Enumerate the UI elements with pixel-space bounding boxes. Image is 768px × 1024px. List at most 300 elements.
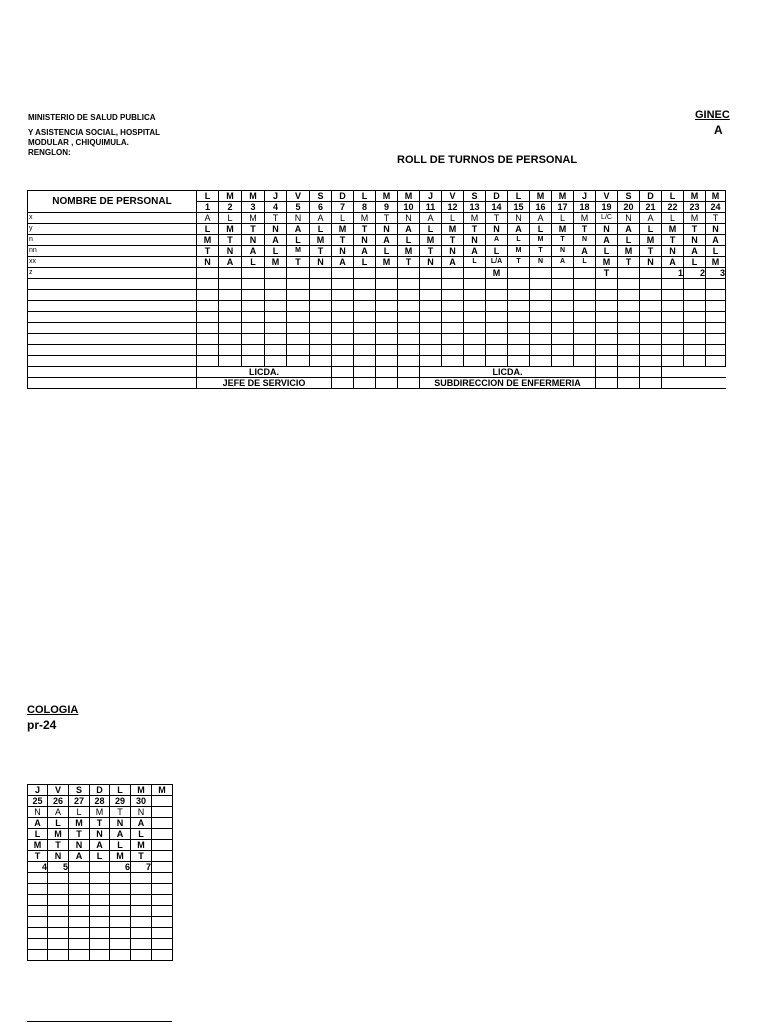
- empty-cell: [684, 356, 706, 367]
- shift-cell: T: [265, 213, 287, 224]
- empty-cell: [197, 323, 219, 334]
- shift-cell: A: [552, 257, 574, 268]
- shift-cell: L: [442, 213, 464, 224]
- shift-cell: M: [287, 246, 310, 257]
- empty-cell: [662, 367, 726, 378]
- empty-row: [28, 290, 726, 301]
- day-letter-cell: V: [287, 191, 310, 202]
- empty-cell: [69, 917, 90, 928]
- day-letter-cell: S: [310, 191, 332, 202]
- shift-cell: [530, 268, 552, 279]
- shift-cell: A: [354, 246, 376, 257]
- shift-cell: L: [552, 213, 574, 224]
- day-letter-cell: L: [354, 191, 376, 202]
- empty-cell: [442, 356, 464, 367]
- shift-cell: A: [464, 246, 486, 257]
- empty-cell: [530, 323, 552, 334]
- empty-cell: [28, 323, 197, 334]
- empty-cell: [376, 356, 398, 367]
- shift-cell: L: [48, 818, 69, 829]
- shift-cell: L: [596, 246, 618, 257]
- empty-cell: [332, 367, 354, 378]
- shift-cell: L: [706, 246, 726, 257]
- empty-cell: [486, 279, 508, 290]
- empty-cell: [219, 279, 242, 290]
- empty-row: [28, 334, 726, 345]
- shift-cell: L: [90, 851, 110, 862]
- empty-cell: [242, 301, 265, 312]
- empty-cell: [376, 290, 398, 301]
- shift-cell: [376, 268, 398, 279]
- shift-cell: A: [242, 246, 265, 257]
- empty-row: [28, 917, 173, 928]
- empty-cell: [706, 356, 726, 367]
- day-number-cell: 13: [464, 202, 486, 213]
- empty-cell: [332, 301, 354, 312]
- day-number-cell: 27: [69, 796, 90, 807]
- staff-row: [28, 257, 726, 268]
- staff-row: [28, 268, 726, 279]
- empty-cell: [618, 378, 640, 389]
- shift-cell: T: [354, 224, 376, 235]
- staff-row: [28, 851, 173, 862]
- empty-cell: [110, 884, 131, 895]
- empty-cell: [110, 895, 131, 906]
- shift-cell: [398, 268, 420, 279]
- day-letter-cell: D: [90, 785, 110, 796]
- shift-cell: M: [69, 818, 90, 829]
- empty-cell: [574, 301, 596, 312]
- empty-cell: [152, 873, 173, 884]
- shift-cell: M: [662, 224, 684, 235]
- shift-cell: T: [110, 807, 131, 818]
- empty-cell: [131, 884, 152, 895]
- empty-cell: [706, 301, 726, 312]
- empty-cell: [219, 345, 242, 356]
- signature-right: LICDA.: [420, 367, 596, 378]
- empty-cell: [310, 334, 332, 345]
- day-letter-row: [28, 785, 173, 796]
- empty-cell: [486, 334, 508, 345]
- empty-cell: [90, 917, 110, 928]
- shift-cell: [152, 862, 173, 873]
- day-number-cell: 30: [131, 796, 152, 807]
- shift-cell: [332, 268, 354, 279]
- day-letter-row: [28, 191, 726, 202]
- day-letter-cell: J: [574, 191, 596, 202]
- empty-cell: [287, 312, 310, 323]
- empty-cell: [152, 928, 173, 939]
- day-letter-cell: M: [152, 785, 173, 796]
- shift-cell: [69, 862, 90, 873]
- empty-cell: [332, 279, 354, 290]
- day-letter-cell: V: [48, 785, 69, 796]
- empty-cell: [28, 378, 197, 389]
- empty-cell: [219, 290, 242, 301]
- shift-cell: N: [508, 213, 530, 224]
- shift-cell: L/A: [486, 257, 508, 268]
- empty-cell: [152, 917, 173, 928]
- shift-cell: N: [376, 224, 398, 235]
- shift-cell: [640, 268, 662, 279]
- empty-cell: [265, 334, 287, 345]
- day-letter-cell: L: [508, 191, 530, 202]
- day-letter-cell: J: [265, 191, 287, 202]
- empty-cell: [354, 290, 376, 301]
- shift-cell: L: [354, 257, 376, 268]
- shift-cell: N: [28, 807, 48, 818]
- empty-cell: [640, 301, 662, 312]
- shift-cell: A: [420, 213, 442, 224]
- staff-row: [28, 862, 173, 873]
- shift-cell: 5: [48, 862, 69, 873]
- day-letter-cell: V: [442, 191, 464, 202]
- empty-cell: [574, 279, 596, 290]
- empty-row: [28, 312, 726, 323]
- shift-cell: T: [486, 213, 508, 224]
- empty-cell: [640, 279, 662, 290]
- shift-cell: [242, 268, 265, 279]
- empty-cell: [684, 334, 706, 345]
- empty-cell: [152, 895, 173, 906]
- day-letter-cell: D: [640, 191, 662, 202]
- empty-cell: [552, 345, 574, 356]
- empty-cell: [618, 356, 640, 367]
- empty-cell: [376, 378, 398, 389]
- shift-cell: A: [28, 818, 48, 829]
- empty-cell: [197, 356, 219, 367]
- shift-cell: T: [574, 224, 596, 235]
- empty-cell: [28, 367, 197, 378]
- shift-cell: 2: [684, 268, 706, 279]
- day-number-cell: 20: [618, 202, 640, 213]
- empty-cell: [69, 873, 90, 884]
- empty-cell: [376, 367, 398, 378]
- empty-cell: [310, 301, 332, 312]
- empty-cell: [464, 356, 486, 367]
- shift-cell: [152, 829, 173, 840]
- empty-cell: [420, 334, 442, 345]
- shift-cell: M: [596, 257, 618, 268]
- shift-cell: N: [332, 246, 354, 257]
- shift-cell: [442, 268, 464, 279]
- shift-roster-table: [27, 190, 726, 389]
- empty-cell: [574, 312, 596, 323]
- day-number-cell: 12: [442, 202, 464, 213]
- empty-cell: [618, 345, 640, 356]
- empty-cell: [464, 334, 486, 345]
- shift-cell: T: [508, 257, 530, 268]
- empty-cell: [398, 301, 420, 312]
- empty-cell: [152, 906, 173, 917]
- empty-cell: [310, 323, 332, 334]
- signature-left: JEFE DE SERVICIO: [197, 378, 332, 389]
- shift-cell: [90, 862, 110, 873]
- day-letter-cell: S: [464, 191, 486, 202]
- empty-cell: [420, 279, 442, 290]
- shift-cell: N: [574, 235, 596, 246]
- shift-cell: N: [90, 829, 110, 840]
- empty-cell: [90, 884, 110, 895]
- day-number-cell: 10: [398, 202, 420, 213]
- empty-cell: [640, 334, 662, 345]
- empty-cell: [69, 928, 90, 939]
- shift-cell: T: [28, 851, 48, 862]
- shift-cell: A: [376, 235, 398, 246]
- empty-cell: [706, 334, 726, 345]
- day-number-cell: 3: [242, 202, 265, 213]
- staff-row: [28, 224, 726, 235]
- empty-cell: [48, 873, 69, 884]
- empty-cell: [110, 906, 131, 917]
- day-number-cell: 14: [486, 202, 508, 213]
- empty-cell: [618, 312, 640, 323]
- empty-cell: [530, 356, 552, 367]
- renglon-label: RENGLON:: [28, 148, 71, 157]
- empty-cell: [464, 301, 486, 312]
- empty-cell: [442, 279, 464, 290]
- shift-cell: [508, 268, 530, 279]
- empty-cell: [398, 378, 420, 389]
- empty-cell: [640, 345, 662, 356]
- empty-cell: [131, 928, 152, 939]
- empty-cell: [28, 290, 197, 301]
- empty-cell: [287, 323, 310, 334]
- staff-name-cell: nn: [28, 246, 197, 257]
- day-letter-cell: M: [131, 785, 152, 796]
- shift-cell: 6: [110, 862, 131, 873]
- empty-cell: [706, 323, 726, 334]
- shift-cell: M: [332, 224, 354, 235]
- day-number-cell: 2: [219, 202, 242, 213]
- shift-cell: [152, 840, 173, 851]
- day-number-cell: 8: [354, 202, 376, 213]
- shift-cell: M: [197, 235, 219, 246]
- empty-cell: [287, 279, 310, 290]
- shift-cell: N: [618, 213, 640, 224]
- day-letter-cell: S: [69, 785, 90, 796]
- day-number-cell: 21: [640, 202, 662, 213]
- empty-cell: [131, 939, 152, 950]
- day-number-cell: 29: [110, 796, 131, 807]
- shift-cell: T: [332, 235, 354, 246]
- empty-cell: [398, 323, 420, 334]
- shift-cell: A: [508, 224, 530, 235]
- empty-cell: [310, 312, 332, 323]
- empty-cell: [574, 290, 596, 301]
- shift-cell: M: [110, 851, 131, 862]
- day-letter-cell: S: [618, 191, 640, 202]
- continuation-bottom-rule: [27, 1021, 172, 1022]
- shift-cell: L: [376, 246, 398, 257]
- empty-cell: [152, 939, 173, 950]
- empty-cell: [242, 312, 265, 323]
- day-number-row: [28, 796, 173, 807]
- empty-cell: [90, 906, 110, 917]
- shift-cell: N: [530, 257, 552, 268]
- empty-cell: [242, 290, 265, 301]
- empty-cell: [28, 917, 48, 928]
- empty-cell: [287, 356, 310, 367]
- empty-cell: [28, 939, 48, 950]
- shift-cell: A: [684, 246, 706, 257]
- empty-cell: [508, 345, 530, 356]
- shift-cell: A: [640, 213, 662, 224]
- empty-cell: [574, 334, 596, 345]
- empty-cell: [552, 334, 574, 345]
- shift-cell: M: [131, 840, 152, 851]
- shift-cell: N: [552, 246, 574, 257]
- day-letter-cell: J: [420, 191, 442, 202]
- shift-cell: A: [596, 235, 618, 246]
- shift-cell: M: [508, 246, 530, 257]
- empty-cell: [28, 950, 48, 961]
- empty-cell: [442, 290, 464, 301]
- empty-cell: [596, 345, 618, 356]
- empty-cell: [530, 279, 552, 290]
- staff-name-cell: xx: [28, 257, 197, 268]
- shift-cell: 1: [662, 268, 684, 279]
- empty-cell: [242, 345, 265, 356]
- empty-cell: [354, 301, 376, 312]
- empty-cell: [332, 334, 354, 345]
- empty-cell: [530, 290, 552, 301]
- staff-row: [28, 807, 173, 818]
- ministry-line: MINISTERIO DE SALUD PUBLICA: [28, 113, 156, 122]
- staff-name-cell: z: [28, 268, 197, 279]
- empty-cell: [265, 301, 287, 312]
- empty-cell: [486, 312, 508, 323]
- empty-cell: [640, 378, 662, 389]
- empty-row: [28, 906, 173, 917]
- empty-cell: [152, 884, 173, 895]
- day-number-cell: 22: [662, 202, 684, 213]
- empty-cell: [662, 301, 684, 312]
- shift-cell: N: [354, 235, 376, 246]
- shift-cell: T: [131, 851, 152, 862]
- shift-cell: A: [310, 213, 332, 224]
- empty-cell: [420, 356, 442, 367]
- empty-cell: [684, 301, 706, 312]
- empty-cell: [684, 312, 706, 323]
- empty-cell: [219, 312, 242, 323]
- shift-cell: A: [618, 224, 640, 235]
- shift-cell: N: [48, 851, 69, 862]
- shift-cell: A: [90, 840, 110, 851]
- shift-cell: L: [287, 235, 310, 246]
- empty-cell: [197, 312, 219, 323]
- empty-row: [28, 323, 726, 334]
- empty-cell: [197, 334, 219, 345]
- shift-cell: L: [242, 257, 265, 268]
- empty-cell: [287, 290, 310, 301]
- empty-cell: [242, 356, 265, 367]
- shift-cell: A: [287, 224, 310, 235]
- shift-cell: L: [684, 257, 706, 268]
- empty-cell: [420, 323, 442, 334]
- staff-row: [28, 818, 173, 829]
- empty-row: [28, 279, 726, 290]
- shift-cell: T: [48, 840, 69, 851]
- empty-cell: [376, 279, 398, 290]
- shift-cell: M: [574, 213, 596, 224]
- empty-cell: [464, 345, 486, 356]
- shift-cell: A: [486, 235, 508, 246]
- shift-cell: A: [530, 213, 552, 224]
- month-label-top: A: [714, 123, 723, 137]
- empty-cell: [28, 334, 197, 345]
- empty-cell: [464, 312, 486, 323]
- empty-cell: [552, 312, 574, 323]
- empty-cell: [131, 917, 152, 928]
- shift-cell: A: [131, 818, 152, 829]
- empty-cell: [48, 917, 69, 928]
- empty-cell: [310, 345, 332, 356]
- empty-cell: [110, 928, 131, 939]
- empty-cell: [508, 356, 530, 367]
- empty-cell: [618, 323, 640, 334]
- day-letter-cell: J: [28, 785, 48, 796]
- empty-cell: [287, 345, 310, 356]
- shift-cell: A: [706, 235, 726, 246]
- empty-cell: [376, 334, 398, 345]
- empty-cell: [640, 312, 662, 323]
- shift-cell: A: [48, 807, 69, 818]
- empty-cell: [265, 290, 287, 301]
- empty-cell: [310, 356, 332, 367]
- empty-cell: [48, 906, 69, 917]
- empty-cell: [640, 367, 662, 378]
- department-label-bottom: COLOGIA: [27, 704, 79, 716]
- shift-cell: L: [618, 235, 640, 246]
- empty-cell: [706, 345, 726, 356]
- empty-cell: [90, 950, 110, 961]
- empty-cell: [464, 290, 486, 301]
- shift-cell: L: [420, 224, 442, 235]
- empty-cell: [376, 323, 398, 334]
- shift-cell: [265, 268, 287, 279]
- empty-cell: [48, 928, 69, 939]
- empty-cell: [552, 279, 574, 290]
- shift-cell: [310, 268, 332, 279]
- staff-name-cell: y: [28, 224, 197, 235]
- staff-row: [28, 235, 726, 246]
- shift-cell: L: [197, 224, 219, 235]
- empty-cell: [662, 334, 684, 345]
- shift-cell: T: [376, 213, 398, 224]
- empty-cell: [332, 312, 354, 323]
- empty-cell: [574, 345, 596, 356]
- empty-cell: [265, 323, 287, 334]
- day-letter-cell: M: [706, 191, 726, 202]
- shift-cell: T: [552, 235, 574, 246]
- day-number-cell: 24: [706, 202, 726, 213]
- empty-cell: [596, 356, 618, 367]
- day-number-cell: 26: [48, 796, 69, 807]
- empty-cell: [219, 301, 242, 312]
- empty-cell: [332, 356, 354, 367]
- shift-cell: [152, 807, 173, 818]
- empty-cell: [354, 334, 376, 345]
- shift-cell: N: [197, 257, 219, 268]
- empty-cell: [596, 290, 618, 301]
- empty-cell: [552, 290, 574, 301]
- staff-row: [28, 829, 173, 840]
- shift-cell: T: [442, 235, 464, 246]
- shift-cell: T: [398, 257, 420, 268]
- empty-cell: [197, 345, 219, 356]
- empty-cell: [28, 884, 48, 895]
